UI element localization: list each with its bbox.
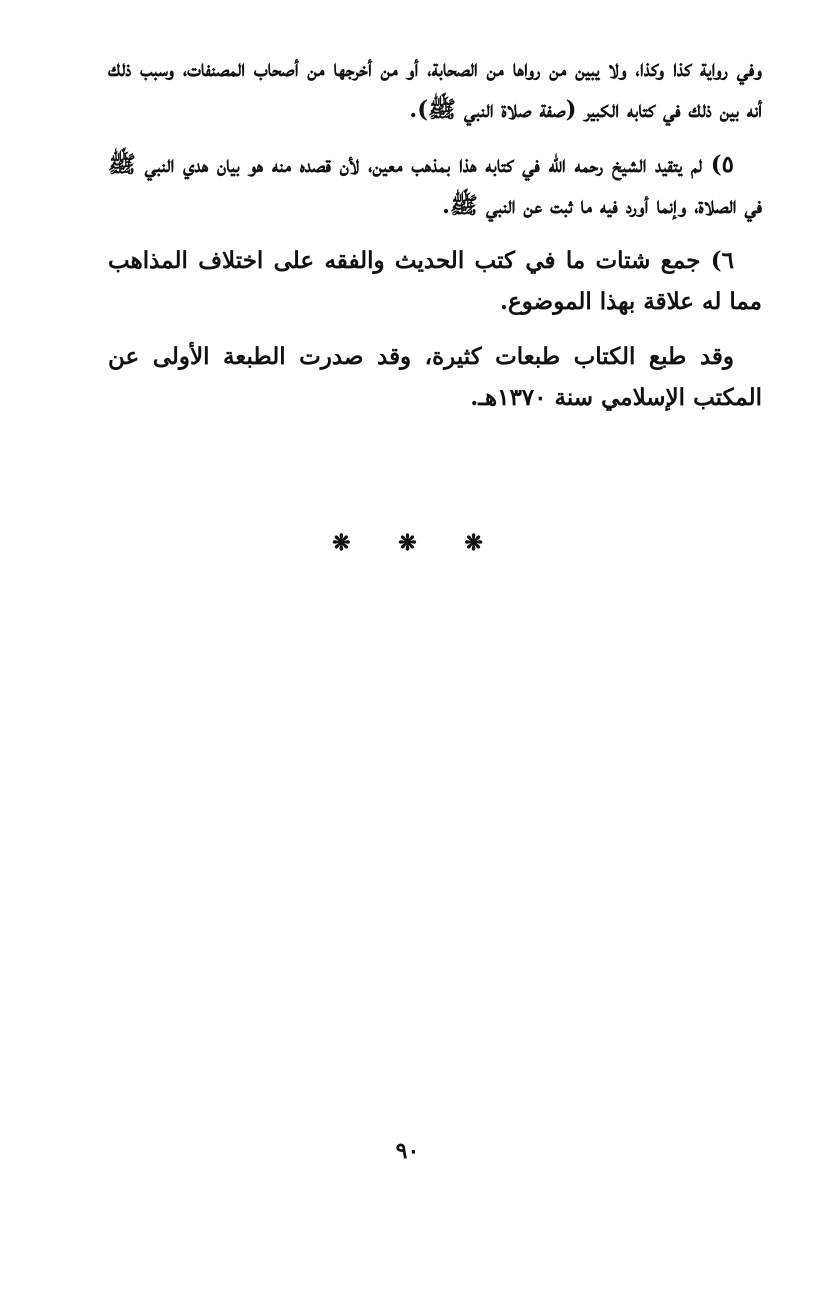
paragraph-point-5: ٥) لم يتقيد الشيخ رحمه الله في كتابه هذا بمذهب معين، لأن قصده منه هو بيان هدي النبي ﷺ في الصلاة، وإنما أورد فيه ما ثبت عن النبي ﷺ. <box>108 151 762 219</box>
paragraph-printing-note: وقد طبع الكتاب طبعات كثيرة، وقد صدرت الطبعة الأولى عن المكتب الإسلامي سنة ١٣٧٠هـ. <box>108 343 762 411</box>
ornament-star-icon: ❋ <box>332 530 351 556</box>
paragraph-point-6: ٦) جمع شتات ما في كتب الحديث والفقه على اختلاف المذاهب مما له علاقة بهذا الموضوع. <box>108 247 762 315</box>
body-text <box>108 48 762 432</box>
page-number: ٩٠ <box>395 1138 420 1164</box>
ornament-star-icon: ❋ <box>464 530 483 556</box>
paragraph-continuation: وفي رواية كذا وكذا، ولا يبين من رواها من الصحابة، أو من أخرجها من أصحاب المصنفات، وسبب ذلك أنه بين ذلك في كتابه الكبير (صفة صلاة النبي ﷺ). <box>108 55 762 123</box>
section-separator <box>0 530 815 556</box>
ornament-star-icon: ❋ <box>398 530 417 556</box>
